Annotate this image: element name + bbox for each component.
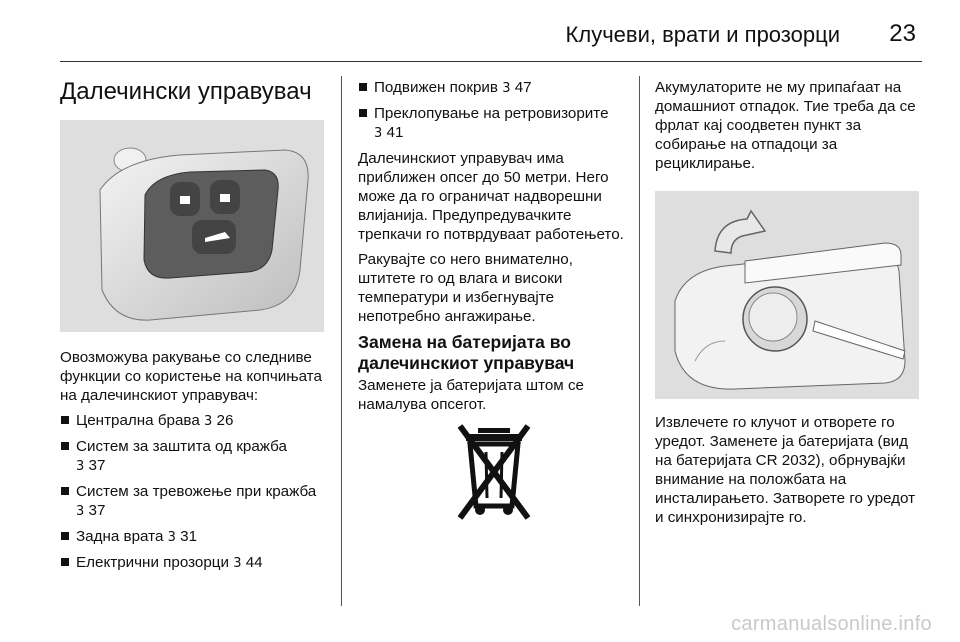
page-ref-icon: 3 (167, 530, 176, 545)
replace-paragraph: Заменете ја батеријата штом се намалува опсегот. (358, 377, 585, 413)
page-ref-icon: 3 (76, 459, 85, 474)
range-paragraph: Далечинскиот управувач има приближен опсег до 50 метри. Него може да го ограничат надворешни влијанија. Предупредувачките трепкачи го потврдуваат работењето. (358, 150, 624, 243)
battery-replacement-image (655, 191, 919, 399)
column-divider-1 (341, 76, 342, 606)
page-ref-icon: 3 (502, 81, 511, 96)
list-item: Систем за заштита од кражба 3 37 (60, 437, 328, 476)
column-3 (655, 78, 927, 533)
list-item: Систем за тревожење при кражба 3 37 (60, 482, 328, 521)
function-list (60, 411, 328, 573)
page-number: 23 (889, 20, 916, 47)
instructions-paragraph: Извлечете го клучот и отворете го уредот. Заменете ја батеријата (вид на батеријата CR 2032), обрнувајќи внимание на положбата на инсталирањето. Затворете го уредот и синхронизирајте го. (655, 414, 916, 526)
intro-text: Овозможува ракување со следниве функции со користење на копчињата на далечинскиот управувач: (60, 349, 322, 404)
page-ref-icon: 3 (204, 414, 213, 429)
page-ref-icon: 3 (233, 556, 242, 571)
car-key-remote-image (60, 120, 324, 332)
page-ref-icon: 3 (374, 126, 383, 141)
header-title: Клучеви, врати и прозорци (565, 22, 840, 47)
section-title: Далечински управувач (60, 78, 312, 105)
battery-replacement-icon (655, 191, 919, 399)
battery-subheading: Замена на батеријата во далечинскиот управувач (358, 332, 575, 373)
care-paragraph: Ракувајте со него внимателно, штитете го од влага и високи температури и избегнувајте непотребно ангажирање. (358, 251, 573, 325)
column-divider-2 (639, 76, 640, 606)
list-item: Електрични прозорци 3 44 (60, 553, 328, 573)
column-1 (60, 78, 328, 579)
list-item: Централна брава 3 26 (60, 411, 328, 431)
car-key-remote-icon (60, 120, 324, 332)
list-item: Подвижен покрив 3 47 (358, 78, 630, 98)
list-item: Преклопување на ретровизорите 3 41 (358, 104, 630, 143)
page-ref-icon: 3 (76, 504, 85, 519)
recycling-paragraph: Акумулаторите не му припаѓаат на домашниот отпадок. Тие треба да се фрлат кај соодветен пункт за собирање на отпадоци за рециклирање. (655, 79, 916, 172)
header-rule (60, 61, 922, 62)
crossed-out-bin-icon (454, 420, 534, 524)
weee-symbol (358, 420, 630, 529)
list-item: Задна врата 3 31 (60, 527, 328, 547)
column-2 (358, 78, 630, 529)
watermark: carmanualsonline.info (731, 613, 932, 635)
